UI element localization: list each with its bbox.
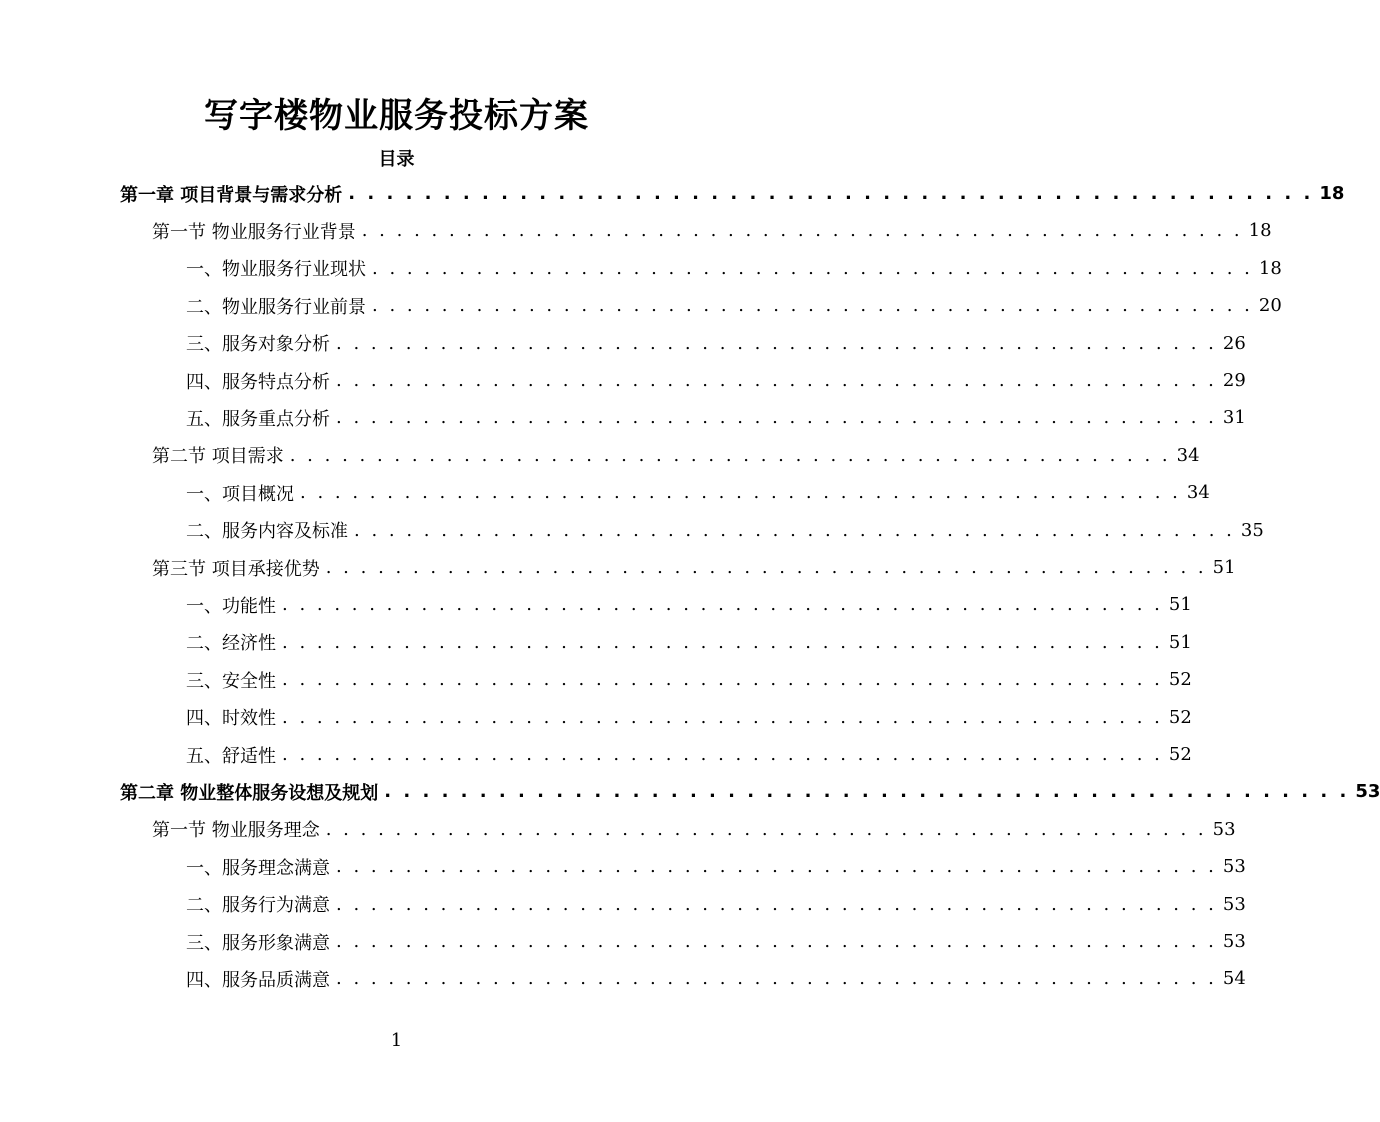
toc-dot-leader: . . . . . . . . . . . . . . . . . . . . . . . . . . . . . . . . . . . . . . . . . . . . . . . . . . .	[336, 968, 1217, 990]
toc-entry-item[interactable]	[186, 624, 1192, 661]
toc-entry-chapter[interactable]	[120, 175, 1345, 212]
toc-dot-leader: . . . . . . . . . . . . . . . . . . . . . . . . . . . . . . . . . . . . . . . . . . . . . . . . . . .	[325, 557, 1207, 578]
toc-entry-text: 第二章 物业整体服务设想及规划	[120, 782, 379, 804]
toc-entry-page: 53	[1222, 931, 1246, 952]
toc-entry-section[interactable]	[152, 212, 1272, 249]
toc-dot-leader: . . . . . . . . . . . . . . . . . . . . . . . . . . . . . . . . . . . . . . . . . . . . . . . . . . .	[336, 370, 1217, 391]
toc-entry-text: 一、服务理念满意	[186, 857, 330, 879]
toc-entry-item[interactable]	[186, 886, 1246, 923]
toc-entry-item[interactable]	[186, 699, 1192, 736]
toc-entry-text: 四、服务特点分析	[186, 371, 330, 393]
toc-entry-item[interactable]	[186, 960, 1246, 997]
toc-dot-leader: . . . . . . . . . . . . . . . . . . . . . . . . . . . . . . . . . . . . . . . . . . . . . . . . . . .	[282, 594, 1163, 616]
toc-entry-item[interactable]	[186, 848, 1246, 885]
toc-entry-text: 二、服务内容及标准	[186, 521, 348, 543]
toc-entry-item[interactable]	[186, 287, 1282, 324]
toc-dot-leader: . . . . . . . . . . . . . . . . . . . . . . . . . . . . . . . . . . . . . . . . . . . . . . . . . . .	[336, 332, 1217, 354]
toc-entry-item[interactable]	[186, 736, 1192, 773]
toc-dot-leader: . . . . . . . . . . . . . . . . . . . . . . . . . . . . . . . . . . . . . . . . . . . . . . . . . . .	[361, 220, 1243, 242]
toc-entry-section[interactable]	[152, 437, 1200, 474]
toc-dot-leader: . . . . . . . . . . . . . . . . . . . . . . . . . . . . . . . . . . . . . . . . . . . . . . . . . . .	[300, 482, 1181, 504]
toc-entry-page: 20	[1258, 295, 1282, 317]
toc-dot-leader: . . . . . . . . . . . . . . . . . . . . . . . . . . . . . . . . . . . . . . . . . . . . . . . . . . .	[282, 744, 1163, 765]
toc-entry-page: 52	[1168, 744, 1192, 765]
toc-entry-text: 第一章 项目背景与需求分析	[120, 184, 343, 206]
toc-dot-leader: . . . . . . . . . . . . . . . . . . . . . . . . . . . . . . . . . . . . . . . . . . . . . . . . . . .	[372, 257, 1253, 279]
toc-entry-item[interactable]	[186, 661, 1192, 698]
toc-entry-page: 53	[1222, 856, 1246, 878]
toc-entry-page: 34	[1186, 482, 1210, 504]
toc-entry-page: 18	[1248, 220, 1272, 242]
document-title: 写字楼物业服务投标方案	[204, 96, 589, 136]
toc-entry-item[interactable]	[186, 399, 1246, 436]
toc-entry-page: 18	[1258, 257, 1282, 279]
toc-entry-text: 第三节 项目承接优势	[152, 558, 320, 580]
toc-heading: 目录	[378, 149, 415, 170]
toc-entry-chapter[interactable]	[120, 773, 1380, 810]
toc-dot-leader: . . . . . . . . . . . . . . . . . . . . . . . . . . . . . . . . . . . . . . . . . . . . . . . . . . .	[336, 856, 1217, 878]
toc-entry-text: 一、物业服务行业现状	[186, 259, 366, 281]
toc-entry-text: 第二节 项目需求	[152, 446, 284, 468]
toc-entry-item[interactable]	[186, 923, 1246, 960]
toc-entry-page: 34	[1176, 444, 1200, 466]
toc-dot-leader: . . . . . . . . . . . . . . . . . . . . . . . . . . . . . . . . . . . . . . . . . . . . . . . . . . .	[282, 631, 1163, 653]
toc-dot-leader: . . . . . . . . . . . . . . . . . . . . . . . . . . . . . . . . . . . . . . . . . . . . . . . . . . .	[282, 669, 1163, 691]
toc-entry-text: 五、舒适性	[186, 745, 276, 767]
toc-entry-page: 51	[1168, 594, 1192, 616]
toc-entry-item[interactable]	[186, 250, 1282, 287]
toc-dot-leader: . . . . . . . . . . . . . . . . . . . . . . . . . . . . . . . . . . . . . . . . . . . . . . . . . . .	[372, 295, 1253, 317]
toc-entry-text: 第一节 物业服务理念	[152, 820, 320, 842]
toc-entry-text: 第一节 物业服务行业背景	[152, 221, 356, 243]
toc-entry-text: 三、服务形象满意	[186, 932, 330, 954]
toc-entry-page: 18	[1319, 183, 1345, 204]
toc-entry-text: 二、物业服务行业前景	[186, 296, 366, 318]
toc-entry-item[interactable]	[186, 474, 1210, 511]
toc-entry-page: 52	[1168, 669, 1192, 691]
toc-entry-section[interactable]	[152, 811, 1236, 848]
toc-dot-leader: . . . . . . . . . . . . . . . . . . . . . . . . . . . . . . . . . . . . . . . . . . . . . . . . . . .	[336, 931, 1217, 952]
toc-entry-item[interactable]	[186, 512, 1264, 549]
toc-entry-text: 三、安全性	[186, 670, 276, 692]
toc-entry-page: 53	[1212, 818, 1236, 840]
toc-dot-leader: . . . . . . . . . . . . . . . . . . . . . . . . . . . . . . . . . . . . . . . . . . . . . . . . . . .	[325, 818, 1207, 840]
toc-entry-page: 52	[1168, 706, 1192, 728]
toc-entry-page: 35	[1240, 519, 1264, 541]
toc-entry-text: 五、服务重点分析	[186, 408, 330, 430]
toc-dot-leader: . . . . . . . . . . . . . . . . . . . . . . . . . . . . . . . . . . . . . . . . . . . . . . . . . . .	[336, 407, 1217, 429]
toc-entry-page: 31	[1222, 407, 1246, 429]
toc-entry-page: 53	[1355, 781, 1380, 803]
toc-entry-page: 53	[1222, 893, 1246, 915]
toc-entry-text: 四、服务品质满意	[186, 969, 330, 991]
toc-entry-page: 51	[1212, 557, 1236, 578]
toc-entry-text: 四、时效性	[186, 708, 276, 730]
toc-entry-section[interactable]	[152, 549, 1236, 586]
toc-entry-text: 二、服务行为满意	[186, 895, 330, 917]
toc-dot-leader: . . . . . . . . . . . . . . . . . . . . . . . . . . . . . . . . . . . . . . . . . . . . . . . . . . .	[354, 519, 1235, 541]
toc-entry-text: 二、经济性	[186, 633, 276, 655]
page-number: 1	[390, 1030, 403, 1051]
toc-entry-text: 三、服务对象分析	[186, 334, 330, 356]
toc-entry-page: 51	[1168, 631, 1192, 653]
toc-entry-text: 一、功能性	[186, 595, 276, 617]
toc-entry-page: 26	[1222, 332, 1246, 354]
toc-entry-item[interactable]	[186, 325, 1246, 362]
toc-dot-leader: . . . . . . . . . . . . . . . . . . . . . . . . . . . . . . . . . . . . . . . . . . . . . . . . . . .	[282, 706, 1163, 728]
toc-dot-leader: . . . . . . . . . . . . . . . . . . . . . . . . . . . . . . . . . . . . . . . . . . . . . . . . . . .	[348, 183, 1314, 204]
toc-dot-leader: . . . . . . . . . . . . . . . . . . . . . . . . . . . . . . . . . . . . . . . . . . . . . . . . . . .	[289, 444, 1171, 466]
toc-entry-text: 一、项目概况	[186, 483, 294, 505]
toc-entry-page: 29	[1222, 370, 1246, 391]
toc-entry-page: 54	[1222, 968, 1246, 990]
toc-entry-item[interactable]	[186, 586, 1192, 623]
toc-dot-leader: . . . . . . . . . . . . . . . . . . . . . . . . . . . . . . . . . . . . . . . . . . . . . . . . . . .	[336, 893, 1217, 915]
toc-entry-item[interactable]	[186, 362, 1246, 399]
toc-dot-leader: . . . . . . . . . . . . . . . . . . . . . . . . . . . . . . . . . . . . . . . . . . . . . . . . . . .	[384, 781, 1350, 803]
